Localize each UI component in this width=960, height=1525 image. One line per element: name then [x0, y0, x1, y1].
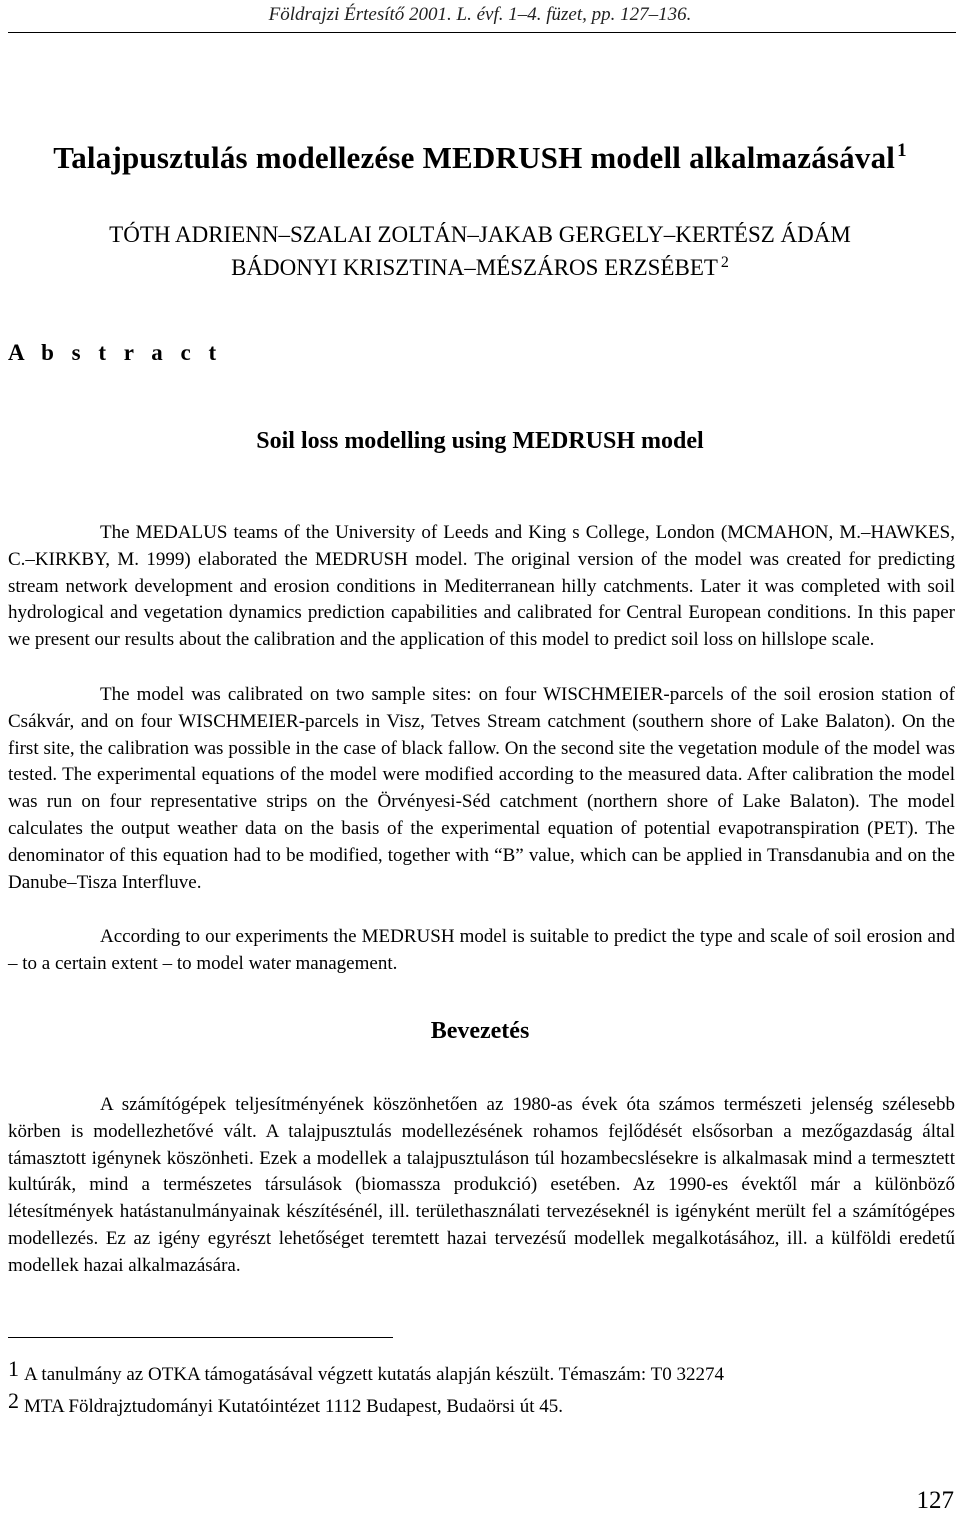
authors-line-2-text: BÁDONYI KRISZTINA–MÉSZÁROS ERZSÉBET	[231, 255, 718, 280]
introduction-paragraph	[8, 1092, 955, 1280]
abstract-paragraph-2	[8, 682, 955, 896]
abstract-paragraph-1	[8, 520, 955, 654]
abstract-paragraph-2-text: The model was calibrated on two sample sites: on four WISCHMEIER-parcels of the soil erosion station of Csákvár, and on four WISCHMEIER-parcels in Visz, Tetves Stream catchment (southern shore of Lake Balaton). On the first site, the calibration was possible in the case of black fallow. On the second site the vegetation module of the model was tested. The experimental equations of the model were modified according to the measured data. After calibration the model was run on four representative strips on the Örvényesi-Séd catchment (northern shore of Lake Balaton). The model calculates the output weather data on the basis of the experimental equation of potential evapotranspiration (PET). The denominator of this equation had to be modified, together with “B” value, which can be applied in Transdanubia and on the Danube–Tisza Interfluve.	[8, 684, 955, 893]
footnote-1-mark: 1	[8, 1356, 19, 1381]
authors-line-1: TÓTH ADRIENN–SZALAI ZOLTÁN–JAKAB GERGELY–KERTÉSZ ÁDÁM	[109, 222, 851, 247]
abstract-paragraph-3	[8, 924, 955, 978]
footnote-2-mark: 2	[8, 1388, 19, 1413]
header-rule	[8, 32, 956, 33]
page-number: 127	[916, 1487, 954, 1514]
article-title-text: Talajpusztulás modellezése MEDRUSH modell alkalmazásával	[53, 140, 896, 175]
abstract-label: A b s t r a c t	[8, 340, 223, 365]
article-title	[0, 140, 960, 176]
footnote-rule	[8, 1337, 393, 1338]
footnote-2	[8, 1388, 563, 1418]
footnote-2-text: MTA Földrajztudományi Kutatóintézet 1112 Budapest, Budaörsi út 45.	[24, 1396, 564, 1417]
footnote-1	[8, 1356, 724, 1386]
authors-line-2	[0, 254, 960, 281]
footnote-1-text: A tanulmány az OTKA támogatásával végzett kutatás alapján készült. Témaszám: T0 32274	[24, 1364, 724, 1385]
title-footnote-mark: 1	[897, 140, 907, 161]
introduction-paragraph-text: A számítógépek teljesítményének köszönhetően az 1980-as évek óta számos természeti jelenség szélesebb körben is modellezhetővé vált. A talajpusztulás modellezésének rohamos fejlődését elsősorban a mezőgazdaság által támasztott igénynek köszönheti. Ezek a modellek a talajpusztuláson túl hozambecslésekre is alkalmasak mind a termesztett kultúrák, mind a természetes társulások (biomassza produkció) esetében. Az 1990-es évektől már a különböző létesítmények hatástanulmányainak készítésénél, ill. területhasználati tervezéseknél is igényként merült fel a számítógépes modellezés. Ez az igény egyrészt lehetőséget teremtett hazai tervezésű modellek megalkotásához, ill. a külföldi eredetű modellek hazai alkalmazására.	[8, 1094, 955, 1276]
abstract-paragraph-3-text: According to our experiments the MEDRUSH model is suitable to predict the type and scale of soil erosion and – to a certain extent – to model water management.	[8, 926, 955, 974]
abstract-paragraph-1-text: The MEDALUS teams of the University of Leeds and King s College, London (MCMAHON, M.–HAWKES, C.–KIRKBY, M. 1999) elaborated the MEDRUSH model. The original version of the model was created for predicting stream network development and erosion conditions in Mediterranean hilly catchments. Later it was completed with soil hydrological and vegetation dynamics prediction capabilities and calibrated for Central European conditions. In this paper we present our results about the calibration and the application of this model to predict soil loss on hillslope scale.	[8, 522, 955, 651]
running-head: Földrajzi Értesítő 2001. L. évf. 1–4. füzet, pp. 127–136.	[268, 4, 692, 25]
author-footnote-mark: 2	[720, 254, 729, 271]
abstract-title: Soil loss modelling using MEDRUSH model	[256, 428, 704, 454]
section-heading-introduction: Bevezetés	[430, 1018, 530, 1044]
